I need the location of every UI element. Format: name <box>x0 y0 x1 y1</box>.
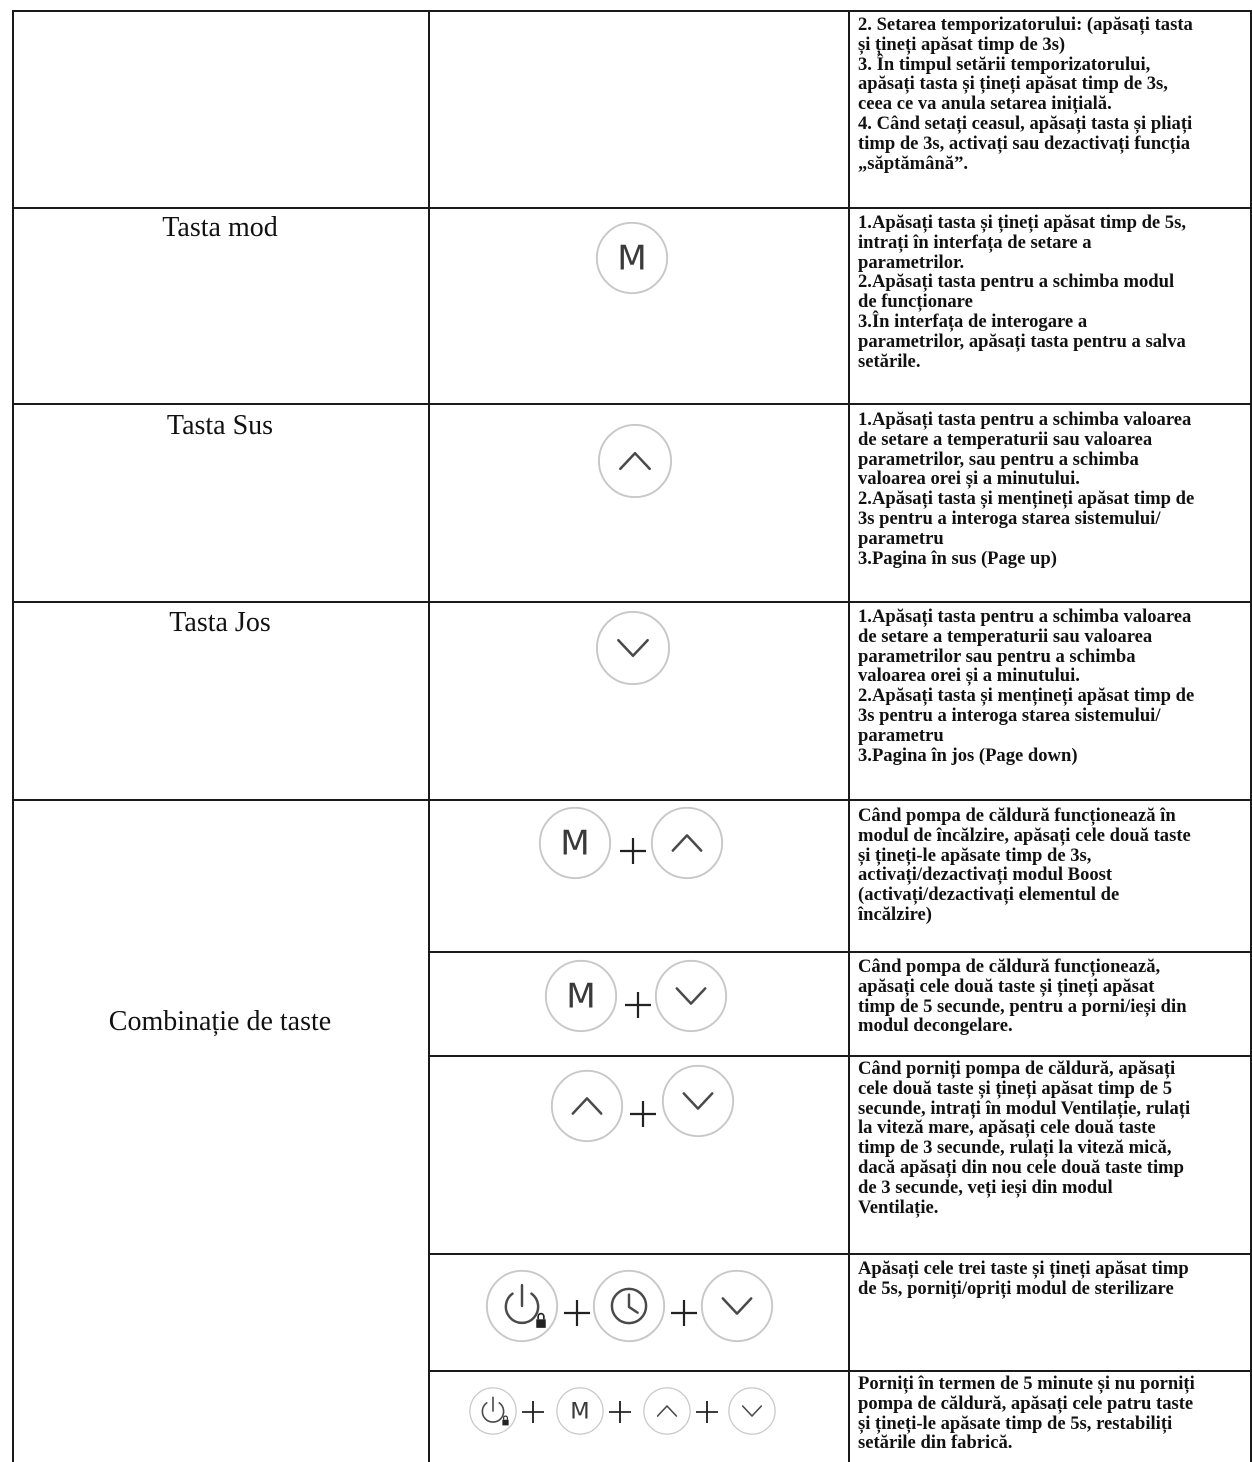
description-cell-factory-reset: Porniți în termen de 5 minute și nu porniți pompa de căldură, apăsați cele patru taste și țineți-le apăsate timp de 5s, restabiliți setările din fabrică. <box>858 1374 1195 1454</box>
mode-key-icon <box>555 1386 605 1436</box>
description-cell-ventilation: Când porniți pompa de căldură, apăsați cele două taste și țineți apăsat timp de 5 secunde, intrați în modul Ventilație, rulați la viteză mare, apăsați cele două taste timp de 3 secunde, rulați la viteză mică, dacă apăsați din nou cele două taste timp de 3 secunde, veți ieși din modul Ventilație. <box>858 1059 1191 1218</box>
plus-icon <box>671 1300 697 1326</box>
mode-key-icon <box>537 805 613 881</box>
column-divider-1 <box>428 10 430 1462</box>
up-key-icon <box>642 1386 692 1436</box>
row-separator <box>12 799 1252 801</box>
down-key-icon <box>727 1386 777 1436</box>
plus-icon <box>620 838 646 864</box>
plus-icon <box>564 1300 590 1326</box>
power-lock-icon <box>484 1268 560 1344</box>
up-key-icon <box>549 1068 625 1144</box>
power-lock-icon <box>468 1386 518 1436</box>
down-key-icon <box>594 609 672 687</box>
description-cell-timer: 2. Setarea temporizatorului: (apăsați tasta și țineți apăsat timp de 3s) 3. În timpul setării temporizatorului, apăsați tasta și țineți apăsat timp de 3s, ceea ce va anula setarea inițială. 4. Când setați ceasul, apăsați tasta și pliați timp de 3s, activați sau dezactivați funcția „săptămână”. <box>858 15 1193 174</box>
up-key-icon <box>649 805 725 881</box>
description-cell-down: 1.Apăsați tasta pentru a schimba valoarea de setare a temperaturii sau valoarea parametrilor sau pentru a schimba valoarea orei și a minutului. 2.Apăsați tasta și mențineți apăsat timp de 3s pentru a interoga starea sistemului/ parametru 3.Pagina în jos (Page down) <box>858 607 1195 766</box>
clock-icon <box>591 1268 667 1344</box>
row-separator <box>12 601 1252 603</box>
description-cell-sterilization: Apăsați cele trei taste și țineți apăsat timp de 5s, porniți/opriți modul de sterilizare <box>858 1259 1189 1299</box>
description-cell-mode: 1.Apăsați tasta și țineți apăsat timp de 5s, intrați în interfața de setare a parametrilor. 2.Apăsați tasta pentru a schimba modul de funcționare 3.În interfața de interogare a parametrilor, apăsați tasta pentru a salva setările. <box>858 213 1186 372</box>
description-cell-defrost: Când pompa de căldură funcționează, apăsați cele două taste și țineți apăsat timp de 5 secunde, pentru a porni/ieși din modul decongelare. <box>858 957 1187 1037</box>
subrow-separator <box>428 1370 1252 1372</box>
column-divider-2 <box>848 10 850 1462</box>
row-separator <box>12 207 1252 209</box>
mode-key-icon <box>594 220 670 296</box>
plus-icon <box>630 1101 656 1127</box>
subrow-separator <box>428 951 1252 953</box>
subrow-separator <box>428 1253 1252 1255</box>
subrow-separator <box>428 1055 1252 1057</box>
plus-icon <box>696 1401 718 1423</box>
description-cell-boost: Când pompa de căldură funcționează în modul de încălzire, apăsați cele două taste și țineți-le apăsate timp de 3s, activați/dezactivați modul Boost (activați/dezactivați elementul de încălzire) <box>858 806 1191 925</box>
plus-icon <box>609 1401 631 1423</box>
plus-icon <box>522 1401 544 1423</box>
plus-icon <box>625 992 651 1018</box>
row-separator <box>12 403 1252 405</box>
down-key-icon <box>699 1268 775 1344</box>
mode-key-icon <box>543 958 619 1034</box>
label-tasta-sus: Tasta Sus <box>166 410 274 441</box>
label-tasta-jos: Tasta Jos <box>169 607 271 638</box>
label-combinatie-de-taste: Combinație de taste <box>108 1006 332 1037</box>
down-key-icon <box>653 958 729 1034</box>
label-tasta-mod: Tasta mod <box>162 212 278 243</box>
description-cell-up: 1.Apăsați tasta pentru a schimba valoarea de setare a temperaturii sau valoarea parametrilor, sau pentru a schimba valoarea orei și a minutului. 2.Apăsați tasta și mențineți apăsat timp de 3s pentru a interoga starea sistemului/ parametru 3.Pagina în sus (Page up) <box>858 410 1195 569</box>
down-key-icon <box>660 1063 736 1139</box>
up-key-icon <box>596 422 674 500</box>
table-border-top <box>12 10 1252 12</box>
